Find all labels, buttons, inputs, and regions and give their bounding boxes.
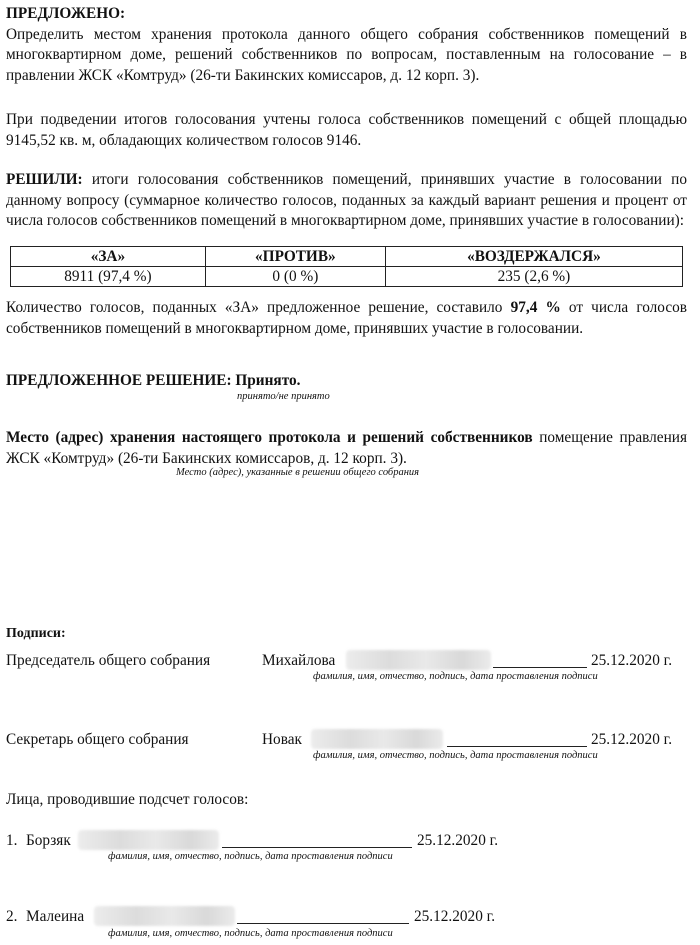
secretary-name: Новак <box>262 731 302 748</box>
voting-summary-text: При подведении итогов голосования учтены голоса собственников помещений с общей площадью 9145,52 кв. м, обладающих количеством голосов 9146. <box>6 111 687 149</box>
results-value-row <box>11 267 683 287</box>
votes-summary-after: от числа голосов собственников помещений в многоквартирном доме, принявших участие в голосовании. <box>6 299 687 337</box>
chair-date: 25.12.2020 г. <box>591 652 673 669</box>
value-abstain: 235 (2,6 %) <box>385 267 682 287</box>
value-for: 8911 (97,4 %) <box>11 267 206 287</box>
decision-label: ПРЕДЛОЖЕННОЕ РЕШЕНИЕ: Принято. <box>6 372 301 389</box>
chair-field-caption: фамилия, имя, отчество, подпись, дата проставления подписи <box>313 671 598 682</box>
header-against: «ПРОТИВ» <box>205 247 385 267</box>
counter2-redacted <box>94 906 235 926</box>
counter1-date: 25.12.2020 г. <box>417 832 499 849</box>
voting-summary-paragraph <box>6 110 687 151</box>
proposed-block <box>6 4 687 86</box>
header-abstain: «ВОЗДЕРЖАЛСЯ» <box>385 247 682 267</box>
counter1-number: 1. <box>6 832 18 849</box>
storage-block <box>6 428 687 469</box>
decided-text: итоги голосования собственников помещений, принявших участие в голосовании по данному вопросу (суммарное количество голосов, поданных за каждый вариант решения и процент от числа голосов собственников помещений в многоквартирном доме, принявших участие в голосовании): <box>6 171 688 229</box>
decision-caption: принято/не принято <box>237 391 330 402</box>
counter2-date: 25.12.2020 г. <box>414 908 496 925</box>
decided-label: РЕШИЛИ: <box>6 171 83 188</box>
storage-caption: Место (адрес), указанные в решении общего собрания <box>176 467 420 478</box>
votes-percent: 97,4 % <box>510 299 561 316</box>
signatures-label: Подписи: <box>6 626 66 641</box>
proposed-text: Определить местом хранения протокола данного общего собрания собственников помещений в многоквартирном доме, решений собственников по вопросам, поставленным на голосование – в правлении ЖСК «Комтруд» (26-ти Бакинских комиссаров, д. 12 корп. 3). <box>6 25 687 84</box>
chair-signature-line <box>493 652 587 668</box>
counter1-field-caption: фамилия, имя, отчество, подпись, дата проставления подписи <box>108 851 393 862</box>
secretary-signature-line <box>447 731 587 747</box>
chair-redacted <box>346 650 491 670</box>
proposed-label: ПРЕДЛОЖЕНО: <box>6 5 126 22</box>
counter1-redacted <box>78 830 219 850</box>
secretary-redacted <box>311 729 443 749</box>
counter2-name: Малеина <box>26 908 85 925</box>
votes-summary-before: Количество голосов, поданных «ЗА» предложенное решение, составило <box>6 299 511 316</box>
secretary-field-caption: фамилия, имя, отчество, подпись, дата проставления подписи <box>313 750 598 761</box>
counter1-name: Борзяк <box>26 832 71 849</box>
chair-role: Председатель общего собрания <box>6 652 211 669</box>
value-against: 0 (0 %) <box>205 267 385 287</box>
counter1-signature-line <box>222 832 412 848</box>
header-for: «ЗА» <box>11 247 206 267</box>
counter2-number: 2. <box>6 908 18 925</box>
secretary-role: Секретарь общего собрания <box>6 731 189 748</box>
storage-text: помещение правления ЖСК «Комтруд» (26-ти Бакинских комиссаров, д. 12 корп. 3). <box>6 429 687 467</box>
results-table <box>10 246 683 287</box>
results-header-row <box>11 247 683 267</box>
counter2-field-caption: фамилия, имя, отчество, подпись, дата проставления подписи <box>108 928 393 939</box>
counters-label: Лица, проводившие подсчет голосов: <box>6 791 249 808</box>
decided-block <box>6 170 687 232</box>
chair-name: Михайлова <box>262 652 336 669</box>
votes-summary <box>6 298 687 339</box>
secretary-date: 25.12.2020 г. <box>591 731 673 748</box>
counter2-signature-line <box>237 908 409 924</box>
storage-label: Место (адрес) хранения настоящего протокола и решений собственников <box>6 429 533 446</box>
